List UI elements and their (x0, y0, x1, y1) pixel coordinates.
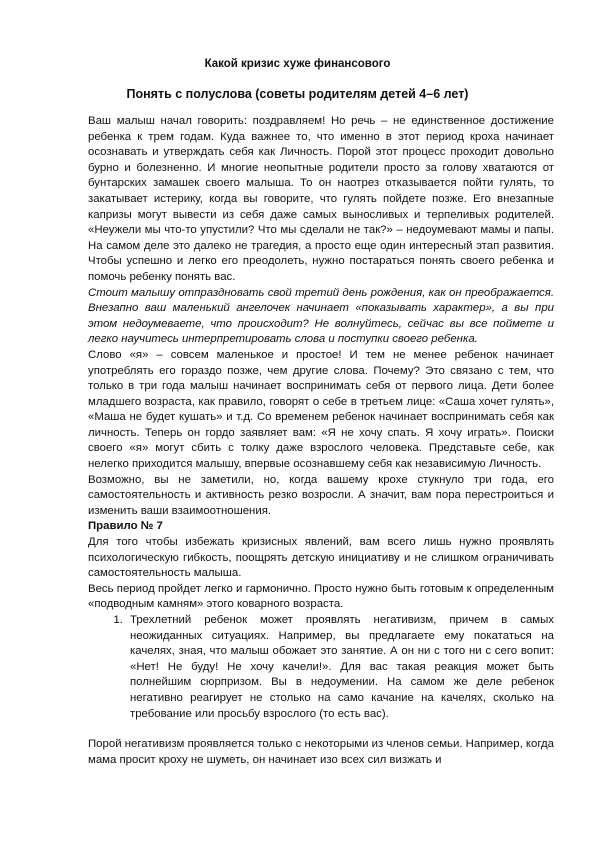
document-body (88, 114, 554, 768)
paragraph-activity: Возможно, вы не заметили, но, когда вашему крохе стукнуло три года, его самостоятельность и активность резко возросли. А значит, вам пора перестроиться и изменить ваши взаимоотношения. (88, 473, 554, 517)
paragraph-self-word: Слово «я» – совсем маленькое и простое! И тем не менее ребенок начинает употреблять его гораздо позже, чем другие слова. Почему? Это связано с тем, что только в три года малыш начинает воспринимать себя от первого лица. Дети более младшего возраста, как правило, говорят о себе в третьем лице: «Саша хочет гулять», «Маша не будет кушать» и т.д. Со временем ребенок начинает воспринимать себя как личность. Теперь он гордо заявляет вам: «Я не хочу спать. Я хочу играть». Поиски своего «я» могут сбить с толку даже взрослого человека. Представьте себе, как нелегко приходится малышу, впервые осознавшему себя как независимую Личность. (88, 348, 554, 471)
rule-heading: Правило № 7 (88, 520, 163, 533)
paragraph-italic-lead: Стоит малышу отпраздновать свой третий день рождения, как он преображается. Внезапно ваш маленький ангелочек начинает «показывать характер», а вы при этом недоумеваете, что происходит? Не волнуйтесь, сейчас вы все поймете и легко научитесь интерпретировать слова и поступки своего ребенка. (88, 286, 554, 346)
document-subtitle: Понять с полуслова (советы родителям детей 4–6 лет) (126, 87, 469, 101)
paragraph-rule-text: Для того чтобы избежать кризисных явлений, вам всего лишь нужно проявлять психологическую гибкость, поощрять детскую инициативу и не слишком ограничивать самостоятельность малыша. (88, 536, 554, 580)
paragraph-intro: Ваш малыш начал говорить: поздравляем! Но речь – не единственное достижение ребенка к трем годам. Куда важнее то, что именно в этот период кроха начинает осознавать и утверждать себя как Личность. Порой этот процесс проходит довольно бурно и болезненно. И многие неопытные родители просто за голову хватаются от бунтарских замашек своего малыша. То он наотрез отказывается пойти гулять, то закатывает истерику, когда вы говорите, что гулять пойдете позже. Его внезапные капризы могут вывести из себя даже самых выносливых и терпеливых родителей. «Неужели мы что-то упустили? Что мы сделали не так?» – недоумевают мамы и папы. На самом деле это далеко не трагедия, а просто еще один интересный этап развития. Чтобы успешно и легко его преодолеть, нужно постараться понять своего ребенка и помочь ребенку понять вас. (88, 115, 554, 283)
numbered-list (88, 613, 554, 722)
paragraph-closing: Порой негативизм проявляется только с некоторыми из членов семьи. Например, когда мама просит кроху не шуметь, он начинает изо всех сил визжать и (88, 738, 554, 766)
paragraph-pitfalls: Весь период пройдет легко и гармонично. Просто нужно быть готовым к определенным «подводным камням» этого коварного возраста. (88, 582, 554, 611)
list-item: 1. Трехлетний ребенок может проявлять негативизм, причем в самых неожиданных ситуациях. Например, вы предлагаете ему покататься на качелях, зная, что малыш обожает это занятие. А он ни с того ни с сего вопит: «Нет! Не буду! Не хочу качели!». Для вас такая реакция может быть полнейшим сюрпризом. Вы в недоумении. На самом же деле ребенок негативно реагирует не столько на само качание на качелях, сколько на требование или просьбу взрослого (то есть вас). (126, 613, 554, 722)
document-title: Какой кризис хуже финансового (204, 58, 391, 70)
